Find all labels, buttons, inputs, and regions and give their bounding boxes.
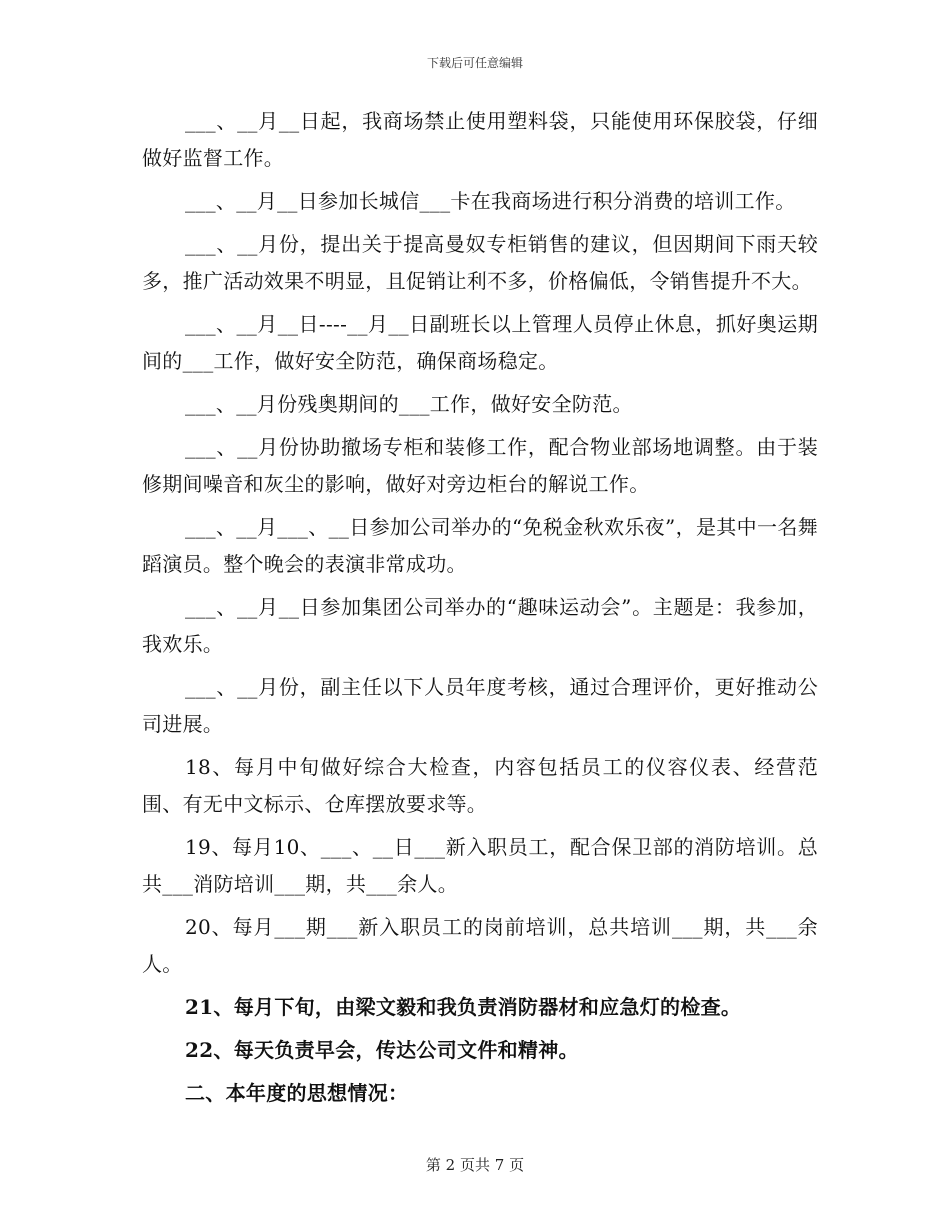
- page-header: 下载后可任意编辑: [426, 56, 523, 70]
- paragraph-item-5: ___、__月份残奥期间的___工作，做好安全防范。: [185, 392, 633, 416]
- page-footer: 第 2 页共 7 页: [425, 1156, 525, 1174]
- paragraph-item-20: 20、每月___期___新入职员工的岗前培训，总共培训___期，共___余人。: [142, 915, 818, 976]
- paragraph-item-19: 19、每月10、___、__日___新入职员工，配合保卫部的消防培训。总共___消防培训___期，共___余人。: [142, 835, 818, 896]
- paragraph-item-22: 22、每天负责早会，传达公司文件和精神。: [185, 1038, 579, 1062]
- paragraph-item-4: ___、__月__日----__月__日副班长以上管理人员停止休息，抓好奥运期间的___工作，做好安全防范，确保商场稳定。: [142, 312, 818, 373]
- paragraph-item-7: ___、__月___、__日参加公司举办的“免税金秋欢乐夜”，是其中一名舞蹈演员。整个晚会的表演非常成功。: [142, 515, 818, 576]
- paragraph-item-6: ___、__月份协助撤场专柜和装修工作，配合物业部场地调整。由于装修期间噪音和灰尘的影响，做好对旁边柜台的解说工作。: [142, 435, 818, 496]
- paragraph-item-3: ___、__月份，提出关于提高曼奴专柜销售的建议，但因期间下雨天较多，推广活动效果不明显，且促销让利不多，价格偏低，令销售提升不大。: [142, 232, 818, 293]
- section-heading-thoughts: 二、本年度的思想情况：: [185, 1081, 409, 1105]
- paragraph-item-21: 21、每月下旬，由梁文毅和我负责消防器材和应急灯的检查。: [185, 995, 742, 1019]
- paragraph-item-1: ___、__月__日起，我商场禁止使用塑料袋，只能使用环保胶袋，仔细做好监督工作。: [142, 109, 818, 170]
- paragraph-item-8: ___、__月__日参加集团公司举办的“趣味运动会”。主题是：我参加，我欢乐。: [142, 595, 818, 656]
- paragraph-item-9: ___、__月份，副主任以下人员年度考核，通过合理评价，更好推动公司进展。: [142, 675, 818, 736]
- document-body: [142, 103, 818, 1118]
- paragraph-item-18: 18、每月中旬做好综合大检查，内容包括员工的仪容仪表、经营范围、有无中文标示、仓库摆放要求等。: [142, 755, 818, 816]
- paragraph-item-2: ___、__月__日参加长城信___卡在我商场进行积分消费的培训工作。: [185, 189, 796, 213]
